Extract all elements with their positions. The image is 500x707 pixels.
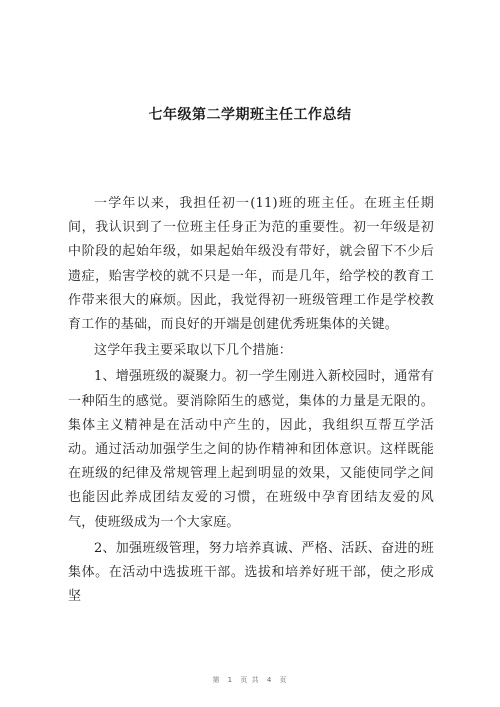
paragraph-intro: 一学年以来，我担任初一(11)班的班主任。在班主任期间，我认识到了一位班主任身正为范的重要性。初一年级是初中阶段的起始年级，如果起始年级没有带好，就会留下不少后遗症，贻害学校的就不只是一年，而是几年，给学校的教育工作带来很大的麻烦。因此，我觉得初一班级管理工作是学校教育工作的基础，而良好的开端是创建优秀班集体的关键。 [68, 196, 434, 333]
page-footer [0, 675, 500, 685]
footer-prefix: 第 [212, 676, 221, 684]
footer-page-number: 1 [227, 676, 234, 684]
document-title: 七年级第二学期班主任工作总结 [148, 107, 352, 123]
document-body [68, 192, 434, 609]
paragraph-measure-2: 2、加强班级管理，努力培养真诚、严格、活跃、奋进的班集体。在活动中选拔班干部。选拔和培养好班干部，使之形成坚 [68, 540, 434, 605]
footer-total-pages: 4 [266, 676, 273, 684]
footer-suffix: 页 [279, 676, 288, 684]
footer-middle: 页 共 [240, 676, 260, 684]
paragraph-measure-1: 1、增强班级的凝聚力。初一学生刚进入新校园时，通常有一种陌生的感觉。要消除陌生的感觉，集体的力量是无限的。集体主义精神是在活动中产生的，因此，我组织互帮互学活动。通过活动加强学生之间的协作精神和团体意识。这样既能在班级的纪律及常规管理上起到明显的效果，又能使同学之间也能因此养成团结友爱的习惯，在班级中孕育团结友爱的风气，使班级成为一个大家庭。 [68, 369, 434, 530]
paragraph-measures-intro: 这学年我主要采取以下几个措施： [94, 343, 293, 359]
